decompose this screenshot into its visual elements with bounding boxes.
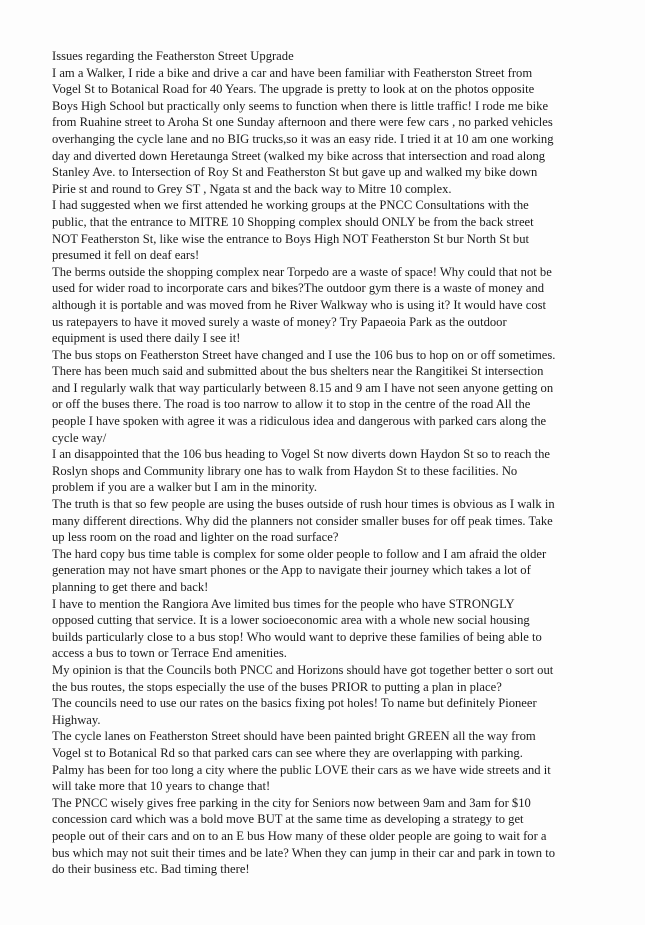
text-line: planning to get there and back! [52,580,209,594]
text-line: I am a Walker, I ride a bike and drive a car and have been familiar with Featherston Street from [52,65,533,80]
text-line: Roslyn shops and Community library one has to walk from Haydon St to these facilities. No [52,463,518,478]
text-line: public, that the entrance to MITRE 10 Shopping complex should ONLY be from the back street [52,214,534,229]
text-line: up less room on the road and lighter on the road surface? [52,530,339,545]
text-line: The hard copy bus time table is complex for some older people to follow and I am afraid the older [52,546,547,561]
text-line: and I regularly walk that way particularly between 8.15 and 9 am I have not seen anyone getting on [52,380,554,395]
text-line: The cycle lanes on Featherston Street should have been painted bright GREEN all the way from [52,729,536,744]
text-line: presumed it fell on deaf ears! [52,248,200,263]
text-line: people I have spoken with agree it was a ridiculous idea and dangerous with parked cars along the [52,414,547,429]
text-line: Pirie st and round to Grey ST , Ngata st and the back way to Mitre 10 complex. [52,181,452,196]
text-line: although it is portable and was moved from he River Walkway who is using it? It would have cost [52,297,547,312]
text-line: or off the buses there. The road is too narrow to allow it to stop in the centre of the road All the [52,397,531,412]
text-line: problem if you are a walker but I am in the minority. [52,480,317,495]
text-line: Boys High School but practically only seems to function when there is little traffic! I rode me bike [52,98,549,113]
text-line: Vogel st to Botanical Rd so that parked cars can see where they are overlapping with parking. [52,745,523,760]
text-line: used for wider road to incorporate cars and bikes?The outdoor gym there is a waste of money and [52,281,545,296]
text-line: My opinion is that the Councils both PNCC and Horizons should have got together better o sort out [52,662,554,677]
text-line: The berms outside the shopping complex near Torpedo are a waste of space! Why could that not be [52,264,552,279]
text-line: The PNCC wisely gives free parking in the city for Seniors now between 9am and 3am for $10 [52,795,531,810]
text-line: Highway. [52,712,101,727]
text-line: the bus routes, the stops especially the use of the buses PRIOR to putting a plan in place? [52,679,502,694]
document-body [52,48,607,878]
text-line: I have to mention the Rangiora Ave limited bus times for the people who have STRONGLY [52,596,515,611]
text-line: Stanley Ave. to Intersection of Roy St and Featherston St but gave up and walked my bike down [52,165,538,180]
text-line: builds particularly close to a bus stop! Who would want to deprive these families of being able to [52,629,542,644]
text-line: concession card which was a bold move BUT at the same time as developing a strategy to get [52,812,524,827]
text-line: Palmy has been for too long a city where the public LOVE their cars as we have wide streets and it [52,762,551,777]
text-line: I had suggested when we first attended he working groups at the PNCC Consultations with the [52,198,529,213]
document-title: Issues regarding the Featherston Street Upgrade [52,49,294,63]
text-line: cycle way/ [52,430,107,445]
text-line: day and diverted down Heretaunga Street (walked my bike across that intersection and road along [52,148,546,163]
text-line: I an disappointed that the 106 bus heading to Vogel St now diverts down Haydon St so to reach the [52,447,550,462]
text-line: Vogel St to Botanical Road for 40 Years. The upgrade is pretty to look at on the photos opposite [52,82,535,97]
text-line: The councils need to use our rates on the basics fixing pot holes! To name but definitely Pioneer [52,696,537,711]
text-line: us ratepayers to have it moved surely a waste of money? Try Papaeoia Park as the outdoor [52,314,507,329]
text-line: people out of their cars and on to an E bus How many of these older people are going to wait for a [52,828,547,843]
text-line: do their business etc. Bad timing there! [52,862,250,877]
text-line: There has been much said and submitted about the bus shelters near the Rangitikei St intersection [52,364,544,379]
text-line: many different directions. Why did the planners not consider smaller buses for off peak times. Take [52,513,553,528]
text-line: generation may not have smart phones or the App to navigate their journey which takes a lot of [52,563,531,578]
text-line: opposed cutting that service. It is a lower socioeconomic area with a whole new social housing [52,613,530,628]
text-line: will take more that 10 years to change that! [52,779,271,794]
text-line: NOT Featherston St, like wise the entrance to Boys High NOT Featherston St bur North St but [52,231,529,246]
text-line: overhanging the cycle lane and no BIG trucks,so it was an easy ride. I tried it at 10 am one working [52,131,554,146]
text-line: bus which may not suit their times and be late? When they can jump in their car and park in town to [52,845,556,860]
text-line: The truth is that so few people are using the buses outside of rush hour times is obvious as I walk in [52,497,555,512]
text-line: The bus stops on Featherston Street have changed and I use the 106 bus to hop on or off sometimes. [52,347,556,362]
text-line: equipment is used there daily I see it! [52,331,241,346]
text-line: access a bus to town or Terrace End amenities. [52,646,287,661]
text-line: from Ruahine street to Aroha St one Sunday afternoon and there were few cars , no parked vehicles [52,115,553,130]
